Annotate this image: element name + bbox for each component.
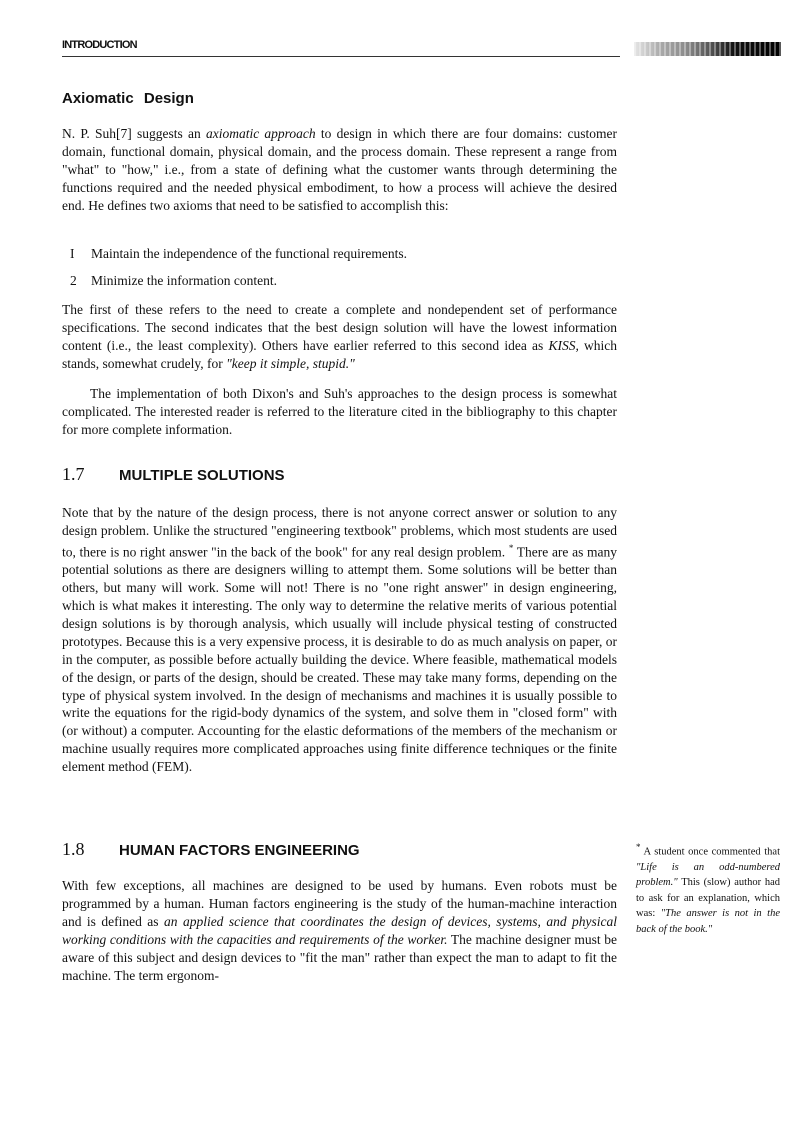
text-run: The machine designer must be aware of this subject and design devices to "fit the man" rather than expect the man to adapt to fit the machine. The term ergonom- — [62, 931, 617, 983]
text-run: The implementation of both Dixon's and Suh's approaches to the design process is somewhat complicated. The interested reader is referred to the literature cited in the bibliography to this chapter for more complete information. — [62, 386, 617, 437]
text-run: to design in which there are four domains: customer domain, functional domain, physical domain, and the process domain. These represent a range from "what" to "how," i.e., from a state of defining what the customer wants through determining the functions required and the needed physical embodiment, to how a process will achieve the desired end. He defines two axioms that need to be satisfied to accomplish this: — [62, 126, 617, 213]
running-head — [62, 38, 620, 57]
text-run: This (slow) author had to ask for an explanation, which was: — [636, 877, 780, 920]
footnote-marker: * — [508, 542, 514, 553]
text-run: With few exceptions, all machines are designed to be used by humans. Even robots must be programmed by a human. Human factors engineering is the study of the human-machine interaction and is defined as — [62, 878, 617, 929]
paragraph-axioms-explanation — [62, 301, 617, 373]
italic-text: "The answer is not in the back of the book." — [636, 908, 780, 935]
running-head-title: INTRODUCTION — [62, 39, 137, 51]
axiom-list-item — [70, 246, 407, 262]
section-title: HUMAN FACTORS ENGINEERING — [119, 842, 360, 859]
text-run: which stands, somewhat crudely, for — [62, 337, 617, 371]
axiom-list-item — [70, 273, 277, 289]
section-heading-1-7 — [62, 464, 285, 485]
text-run: A student once commented that — [640, 846, 780, 858]
italic-text: "Life is an odd-numbered problem." — [636, 861, 780, 889]
italic-text: axiomatic approach — [205, 126, 316, 141]
axiom-number: 2 — [70, 273, 77, 288]
paragraph-multiple-solutions — [62, 504, 617, 776]
paragraph-implementation — [62, 385, 617, 439]
text-run: The first of these refers to the need to create a complete and nondependent set of performance specifications. The second indicates that the best design solution will have the lowest information content (i.e., the least complexity). Others have earlier referred to this second idea as — [62, 302, 617, 353]
text-run: There are as many potential solutions as there are designers willing to attempt them. Some solutions will be better than others, but many will work. Some will not! There is no "one right answer" in design engineering, which is what makes it interesting. The only way to determine the relative merits of various potential design solutions is by thorough analysis, which usually will include physical testing of constructed prototypes. Because this is a very expensive process, it is desirable to do as much analysis on paper, or in the computer, as possible before actually building the device. Where feasible, mathematical models of the design, or parts of the design, should be created. These may take many forms, depending on the type of physical system involved. In the design of mechanisms and machines it is usually possible to write the equations for the rigid-body dynamics of the system, and solve them in "closed form" with (or without) a computer. Accounting for the elastic deformations of the members of the mechanism or machine usually requires more complicated approaches using finite difference techniques or the finite element method (FEM). — [62, 544, 618, 775]
paragraph-axiomatic-intro — [62, 125, 617, 215]
italic-text: "keep it simple, stupid." — [226, 355, 355, 371]
axiom-number: I — [70, 246, 75, 261]
italic-text: an applied science that coordinates the design of devices, systems, and physical working conditions with the capacities and requirements of the worker. — [62, 913, 618, 947]
margin-footnote — [636, 840, 780, 937]
text-run: N. P. Suh[7] suggests an — [62, 126, 206, 141]
section-heading-1-8 — [62, 839, 360, 860]
text-run: Note that by the nature of the design process, there is not anyone correct answer or solution to any design problem. Unlike the structured "engineering textbook" problems, which most students are used to, there is no right answer "in the back of the book" for any real design problem. — [62, 505, 617, 560]
subsection-heading-axiomatic-design: Axiomatic Design — [62, 90, 194, 107]
italic-text: KISS, — [548, 337, 579, 353]
footnote-marker: * — [636, 842, 641, 852]
axiom-text: Minimize the information content. — [91, 273, 277, 288]
section-number: 1.8 — [62, 839, 85, 859]
axiom-text: Maintain the independence of the functional requirements. — [91, 246, 408, 261]
header-decorative-bar — [634, 42, 781, 56]
section-title: MULTIPLE SOLUTIONS — [119, 467, 285, 484]
section-number: 1.7 — [62, 464, 85, 484]
paragraph-human-factors — [62, 877, 617, 984]
